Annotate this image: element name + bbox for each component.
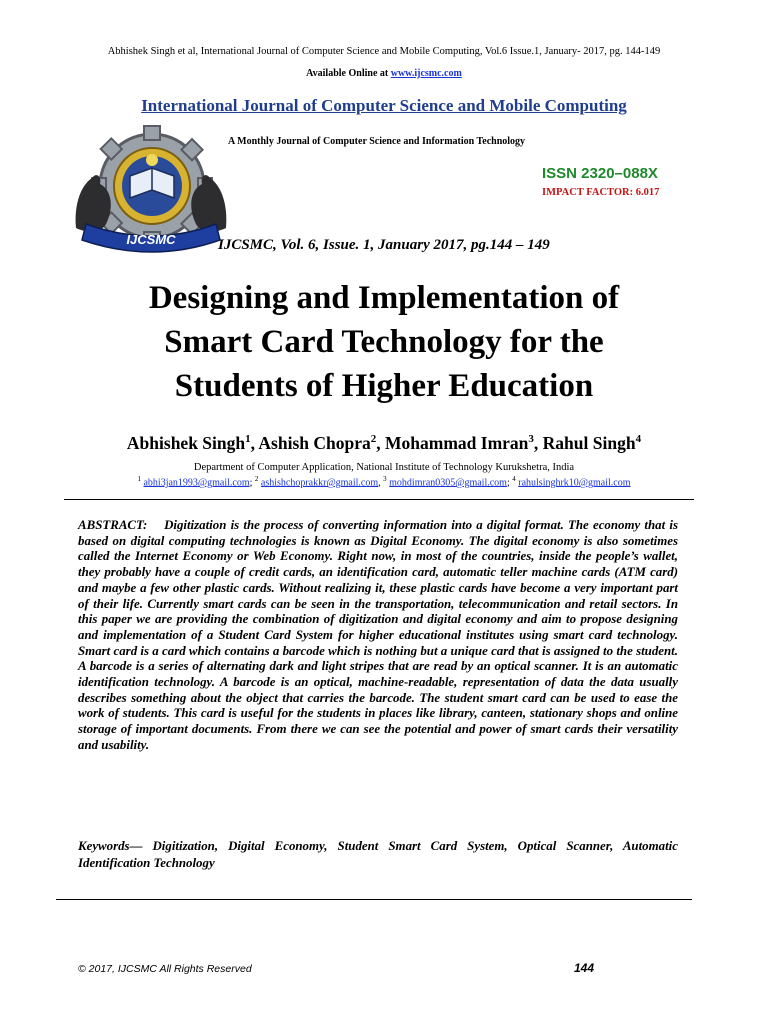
copyright-notice: © 2017, IJCSMC All Rights Reserved [78, 963, 252, 975]
abstract-label: ABSTRACT: [78, 518, 148, 532]
gear-emblem-icon [92, 126, 212, 246]
email-link[interactable]: rahulsinghrk10@gmail.com [518, 477, 631, 489]
issn: ISSN 2320–088X [542, 165, 658, 182]
header-divider [64, 499, 694, 500]
journal-tagline: A Monthly Journal of Computer Science and Information Technology [228, 136, 526, 147]
journal-website-link[interactable]: www.ijcsmc.com [390, 68, 462, 79]
author-name: Rahul Singh [542, 433, 636, 453]
email-marker: 3 [383, 475, 387, 483]
available-prefix: Available Online at [306, 68, 391, 79]
affiliation: Department of Computer Application, National Institute of Technology Kurukshetra, India [193, 462, 575, 473]
author-name: Ashish Chopra [258, 433, 371, 453]
email-separator: , [378, 477, 384, 489]
author-name: Abhishek Singh [126, 433, 246, 453]
footer-divider [56, 899, 692, 900]
email-marker: 1 [137, 475, 141, 483]
email-marker: 2 [254, 475, 259, 483]
abstract [78, 518, 678, 754]
email-separator: ; [249, 477, 255, 489]
journal-name: International Journal of Computer Science and Mobile Computing [141, 96, 627, 115]
logo-text: IJCSMC [126, 232, 176, 247]
author-emails [0, 475, 768, 488]
author-marker: 4 [635, 433, 642, 446]
page-number: 144 [574, 961, 595, 975]
journal-citation: IJCSMC, Vol. 6, Issue. 1, January 2017, pg.144 – 149 [218, 237, 550, 253]
abstract-text: Digitization is the process of converting information into a digital format. The economy that is based on digital computing technologies is known as Digital Economy. The digital economy is also sometimes called the Internet Economy or Web Economy. Right now, in most of the countries, inside the people’s wallet, they probably have a couple of credit cards, an identification card, automatic teller machine cards (ATM card) and maybe a few other plastic cards. Without realizing it, these plastic cards have become a very important part of their life. Currently smart cards can be seen in the transportation, telecommunication and retail sectors. In this paper we are providing the combination of digitization and digital economy and aim to propose designing and implementation of a Student Card System for higher educational institutes using smart card technology. Smart card is a card which contains a barcode which is nothing but a unique card that is assigned to the student. A barcode is a series of alternating dark and light stripes that are read by an optical scanner. It is an automatic identification technology. A barcode is an optical, machine-readable, representation of data the data usually describes something about the object that carries the barcode. The student smart card can be used to ease the work of students. This card is useful for the students in places like library, canteen, stationary shops and online storage of important documents. From there we can see the potential and power of smart cards their versatility and usability. [78, 518, 679, 752]
keywords-label: Keywords— [78, 839, 143, 853]
email-link[interactable]: ashishchoprakkr@gmail.com [260, 477, 379, 489]
author-list: Abhishek Singh$^1$, Ashish Chopra$^2$, Mohammad Imran$^3$, Rahul Singh$^4$ [126, 433, 642, 453]
email-link[interactable]: mohdimran0305@gmail.com [389, 477, 507, 489]
author-marker: 3 [528, 433, 534, 446]
running-head: Abhishek Singh et al, International Journal of Computer Science and Mobile Computing, Vol.6 Issue.1, January- 2017, pg. 144-149 [107, 46, 661, 57]
email-separator: ; [506, 477, 513, 489]
available-online [0, 68, 768, 79]
keywords-text: Digitization, Digital Economy, Student Smart Card System, Optical Scanner, Automatic Identification Technology [78, 839, 678, 870]
author-marker: 1 [245, 433, 251, 446]
title-line: Designing and Implementation of [148, 280, 620, 316]
email-link[interactable]: abhi3jan1993@gmail.com [143, 477, 250, 489]
author-marker: 2 [370, 433, 377, 446]
email-marker: 4 [512, 475, 516, 483]
title-line: Students of Higher Education [174, 368, 594, 404]
paper-title [0, 276, 768, 408]
title-line: Smart Card Technology for the [164, 324, 604, 360]
journal-logo [72, 124, 230, 264]
keywords [78, 838, 678, 872]
impact-factor: IMPACT FACTOR: 6.017 [542, 187, 660, 198]
author-name: Mohammad Imran [385, 433, 529, 453]
